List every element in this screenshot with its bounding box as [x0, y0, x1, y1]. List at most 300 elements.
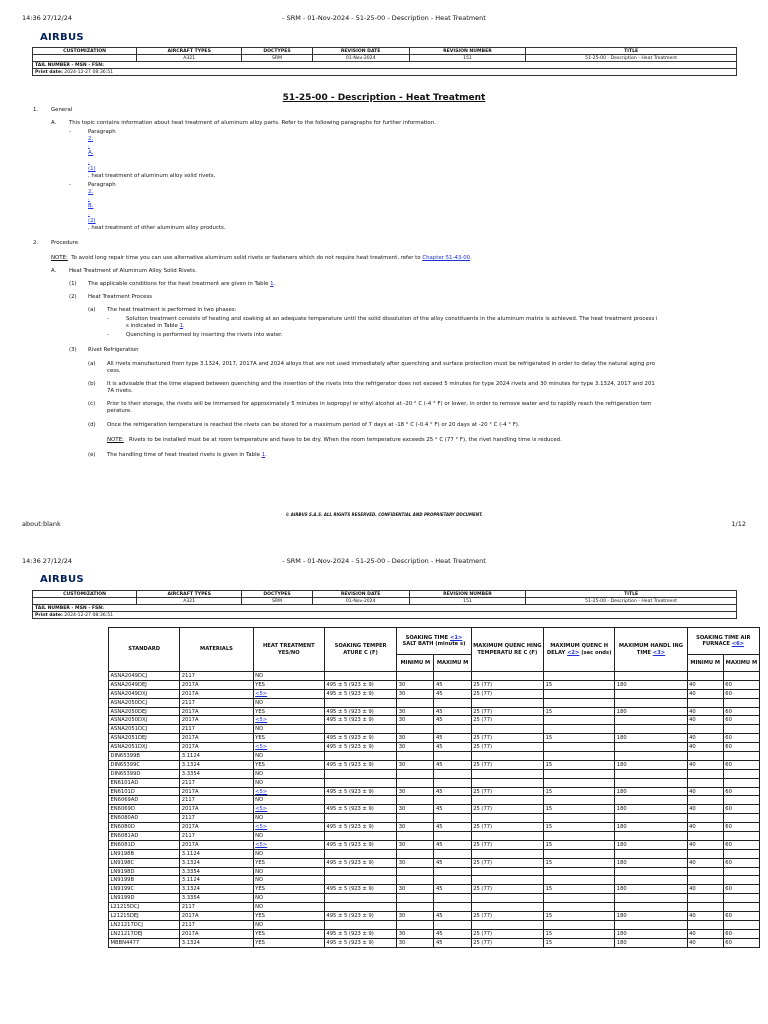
cell-standard: LN21217DEJ	[109, 929, 180, 938]
item-3a-line-1: All rivets manufactured from type 3.1324, 2017, 2017A and 2024 alloys that are not used immediately after quenching and surface protection must be refrigerated in order to delay the natural aging pro	[107, 361, 655, 367]
note-ref-link[interactable]: <5>	[255, 717, 268, 724]
handling-time-label: MAXIMUM HANDL ING TIME	[618, 643, 683, 656]
cell-soaking-temperature: 495 ± 5 (923 ± 9)	[324, 680, 396, 689]
page-header	[0, 557, 768, 571]
col-header-soaking-time-salt-bath	[397, 628, 471, 655]
cell-heat-treatment: NO	[253, 894, 324, 903]
item-2-title: Heat Treatment Process	[88, 294, 153, 300]
cell-max-quench-delay	[544, 814, 615, 823]
cell-max-handling-time: 180	[615, 938, 687, 947]
cell-salt-bath-max	[434, 849, 471, 858]
paragraph-link[interactable]: .	[88, 196, 90, 202]
cell-standard: EN6080D	[109, 823, 180, 832]
note-label: NOTE:	[51, 255, 68, 261]
cell-max-quench-temp: 25 (77)	[471, 743, 543, 752]
table-link[interactable]: 1	[270, 281, 274, 287]
table-row	[109, 760, 760, 769]
cell-max-handling-time: 180	[615, 929, 687, 938]
cell-max-handling-time	[615, 894, 687, 903]
cell-heat-treatment: YES	[253, 858, 324, 867]
cell-max-handling-time	[615, 769, 687, 778]
bullet: -	[107, 316, 109, 322]
cell-salt-bath-min: 30	[397, 680, 434, 689]
chapter-link[interactable]: Chapter 51-43-00	[422, 255, 471, 261]
table-row	[109, 716, 760, 725]
cell-standard: LN9199D	[109, 894, 180, 903]
cell-max-quench-temp: 25 (77)	[471, 805, 543, 814]
table-row	[109, 796, 760, 805]
cell-max-quench-temp: 25 (77)	[471, 840, 543, 849]
cell-heat-treatment: YES	[253, 885, 324, 894]
cell-soaking-temperature: 495 ± 5 (923 ± 9)	[324, 743, 396, 752]
cell-material: 2117	[180, 672, 253, 681]
cell-heat-treatment: NO	[253, 920, 324, 929]
cell-air-furnace-max	[723, 672, 759, 681]
note-ref-link[interactable]: <5>	[255, 788, 268, 795]
cell-heat-treatment: NO	[253, 796, 324, 805]
cell-max-handling-time	[615, 725, 687, 734]
cell-max-quench-delay	[544, 876, 615, 885]
cell-heat-treatment: NO	[253, 814, 324, 823]
table-link[interactable]: 1	[179, 323, 183, 329]
cell-max-quench-delay	[544, 743, 615, 752]
cell-soaking-temperature	[324, 778, 396, 787]
paragraph-link[interactable]: 2.	[88, 136, 94, 142]
metadata-table	[32, 590, 737, 619]
cell-salt-bath-max: 45	[434, 823, 471, 832]
cell-max-quench-temp	[471, 894, 543, 903]
table-row	[109, 885, 760, 894]
cell-max-quench-temp	[471, 876, 543, 885]
cell-air-furnace-min	[687, 920, 723, 929]
cell-air-furnace-min	[687, 752, 723, 761]
cell-air-furnace-min: 40	[687, 760, 723, 769]
cell-max-quench-delay: 15	[544, 707, 615, 716]
cell-salt-bath-min: 30	[397, 840, 434, 849]
cell-max-quench-delay: 15	[544, 929, 615, 938]
cell-heat-treatment: YES	[253, 760, 324, 769]
cell-salt-bath-min: 30	[397, 858, 434, 867]
item-3d-number: (d)	[88, 422, 96, 428]
cell-heat-treatment	[253, 716, 324, 725]
cell-heat-treatment: NO	[253, 672, 324, 681]
section-2-title: Procedure	[51, 240, 79, 246]
item-1-number: (1)	[69, 281, 77, 287]
cell-standard: DIN65399B	[109, 752, 180, 761]
paragraph-label: Paragraph	[88, 182, 116, 188]
cell-soaking-temperature	[324, 849, 396, 858]
page-url: about:blank	[22, 520, 61, 528]
cell-max-quench-temp: 25 (77)	[471, 689, 543, 698]
bullet: -	[69, 182, 71, 188]
cell-heat-treatment: NO	[253, 867, 324, 876]
cell-max-quench-delay	[544, 849, 615, 858]
item-3-number: (3)	[69, 347, 77, 353]
col-header-max: MAXIMU M	[434, 655, 471, 672]
cell-max-quench-temp: 25 (77)	[471, 885, 543, 894]
cell-air-furnace-min: 40	[687, 823, 723, 832]
cell-soaking-temperature	[324, 796, 396, 805]
cell-max-quench-delay: 15	[544, 823, 615, 832]
paragraph-link[interactable]: 2.	[88, 189, 94, 195]
col-header-max-quench-delay	[544, 628, 615, 672]
cell-material: 2117	[180, 796, 253, 805]
cell-salt-bath-min	[397, 769, 434, 778]
item-3b-number: (b)	[88, 381, 96, 387]
table-row	[109, 832, 760, 841]
cell-salt-bath-max	[434, 876, 471, 885]
cell-air-furnace-max: 60	[723, 823, 759, 832]
meta-header: DOCTYPES	[242, 48, 312, 55]
item-3e-text: The handling time of heat treated rivets is given in Table 1.	[107, 452, 267, 458]
cell-max-quench-delay	[544, 769, 615, 778]
paragraph-2-text: , heat treatment of other aluminum alloy products.	[88, 225, 226, 231]
cell-salt-bath-max	[434, 698, 471, 707]
cell-material: 2017A	[180, 912, 253, 921]
cell-soaking-temperature	[324, 725, 396, 734]
col-header-soaking-time-air-furnace	[687, 628, 759, 655]
cell-air-furnace-max: 60	[723, 743, 759, 752]
cell-max-quench-temp	[471, 698, 543, 707]
section-2a-title: Heat Treatment of Aluminum Alloy Solid Rivets.	[69, 268, 197, 274]
cell-soaking-temperature: 495 ± 5 (923 ± 9)	[324, 912, 396, 921]
note-2-label: NOTE:	[107, 437, 124, 443]
page-number: 1/12	[731, 520, 746, 528]
cell-air-furnace-max	[723, 903, 759, 912]
cell-max-quench-temp	[471, 832, 543, 841]
cell-air-furnace-min: 40	[687, 707, 723, 716]
meta-header: REVISION DATE	[312, 591, 409, 598]
quench-delay-label: MAXIMUM QUENC H DELAY	[546, 643, 609, 656]
cell-air-furnace-max	[723, 796, 759, 805]
table-row	[109, 938, 760, 947]
cell-standard: ASNA2051DXJ	[109, 743, 180, 752]
cell-max-quench-temp: 25 (77)	[471, 734, 543, 743]
meta-value: 01-Nov-2024	[312, 598, 409, 605]
cell-air-furnace-max: 60	[723, 716, 759, 725]
table-row	[109, 849, 760, 858]
section-1a-letter: A.	[51, 120, 57, 126]
cell-soaking-temperature	[324, 672, 396, 681]
paragraph-label: Paragraph	[88, 129, 116, 135]
cell-standard: LN21217DCJ	[109, 920, 180, 929]
cell-heat-treatment	[253, 805, 324, 814]
cell-salt-bath-min	[397, 752, 434, 761]
cell-heat-treatment: YES	[253, 680, 324, 689]
heat-treatment-table	[108, 627, 760, 948]
cell-salt-bath-max	[434, 903, 471, 912]
table-row	[109, 698, 760, 707]
cell-max-handling-time	[615, 752, 687, 761]
note-ref-link[interactable]: <5>	[255, 841, 268, 848]
cell-soaking-temperature: 495 ± 5 (923 ± 9)	[324, 858, 396, 867]
cell-standard: ASNA2049DXJ	[109, 689, 180, 698]
cell-standard: LN9199C	[109, 885, 180, 894]
cell-material: 3.1124	[180, 752, 253, 761]
cell-max-quench-delay	[544, 689, 615, 698]
paragraph-link[interactable]: .	[88, 159, 90, 165]
cell-air-furnace-max: 60	[723, 707, 759, 716]
note-text: To avoid long repair time you can use alternative aluminum solid rivets or fasteners which do not require heat treatment, refer to	[71, 255, 421, 261]
cell-material: 2017A	[180, 805, 253, 814]
cell-max-handling-time	[615, 867, 687, 876]
cell-max-handling-time	[615, 876, 687, 885]
cell-air-furnace-min: 40	[687, 840, 723, 849]
cell-salt-bath-min	[397, 672, 434, 681]
cell-air-furnace-max	[723, 832, 759, 841]
cell-material: 3.1324	[180, 858, 253, 867]
cell-max-handling-time	[615, 689, 687, 698]
paragraph-link[interactable]: B.	[88, 203, 94, 209]
cell-salt-bath-min: 30	[397, 805, 434, 814]
cell-max-handling-time	[615, 814, 687, 823]
item-2-number: (2)	[69, 294, 77, 300]
print-date-row	[33, 69, 737, 76]
cell-salt-bath-min	[397, 778, 434, 787]
cell-air-furnace-min: 40	[687, 885, 723, 894]
note-ref-link[interactable]: <5>	[255, 690, 268, 697]
meta-value: 01-Nov-2024	[312, 55, 409, 62]
cell-material: 3.1124	[180, 876, 253, 885]
cell-standard: MBBN4477	[109, 938, 180, 947]
cell-material: 2117	[180, 725, 253, 734]
cell-air-furnace-min	[687, 778, 723, 787]
cell-salt-bath-max: 45	[434, 912, 471, 921]
meta-header: AIRCRAFT TYPES	[137, 591, 242, 598]
cell-standard: DIN65399D	[109, 769, 180, 778]
salt-bath-label: SOAKING TIME	[405, 634, 449, 641]
metadata-table	[32, 47, 737, 76]
cell-max-quench-delay: 15	[544, 912, 615, 921]
cell-salt-bath-min	[397, 903, 434, 912]
note-ref-link[interactable]: <2>	[567, 649, 580, 656]
cell-max-handling-time: 180	[615, 787, 687, 796]
note-ref-link[interactable]: <1>	[450, 634, 463, 641]
cell-max-handling-time: 180	[615, 840, 687, 849]
cell-max-quench-temp	[471, 796, 543, 805]
cell-material: 3.1324	[180, 760, 253, 769]
cell-salt-bath-max: 45	[434, 840, 471, 849]
cell-soaking-temperature: 495 ± 5 (923 ± 9)	[324, 805, 396, 814]
print-date-row	[33, 612, 737, 619]
cell-soaking-temperature	[324, 769, 396, 778]
cell-max-quench-delay	[544, 796, 615, 805]
item-3d-text: Once the refrigeration temperature is reached the rivets can be stored for a maximum period of 7 days at -18 ° C (-0.4 ° F) or 20 days at -20 ° C (-4 ° F).	[107, 422, 520, 428]
cell-salt-bath-max: 45	[434, 707, 471, 716]
cell-standard: ASNA2051DCJ	[109, 725, 180, 734]
section-1-title: General	[51, 107, 73, 113]
cell-max-handling-time: 180	[615, 680, 687, 689]
note-ref-link[interactable]: <5>	[255, 744, 268, 751]
cell-air-furnace-max	[723, 920, 759, 929]
table-row	[109, 920, 760, 929]
cell-heat-treatment	[253, 743, 324, 752]
print-date-label: Print date:	[35, 612, 63, 618]
section-2-number: 2.	[33, 240, 39, 246]
meta-header: TITLE	[526, 591, 737, 598]
col-header-materials: MATERIALS	[180, 628, 253, 672]
cell-salt-bath-max: 45	[434, 760, 471, 769]
note-ref-link[interactable]: <6>	[731, 641, 745, 647]
cell-salt-bath-max: 45	[434, 787, 471, 796]
item-2a-number: (a)	[88, 307, 96, 313]
paragraph-link[interactable]: (2)	[88, 218, 96, 224]
cell-air-furnace-min: 40	[687, 734, 723, 743]
paragraph-link[interactable]: (1)	[88, 166, 96, 172]
print-timestamp: 14:36 27/12/24	[22, 557, 72, 565]
cell-heat-treatment: NO	[253, 698, 324, 707]
cell-air-furnace-min: 40	[687, 938, 723, 947]
cell-salt-bath-min: 30	[397, 938, 434, 947]
cell-salt-bath-min	[397, 832, 434, 841]
tail-number-label: TAIL NUMBER - MSN - FSN:	[35, 62, 104, 68]
meta-header: CUSTOMIZATION	[33, 591, 137, 598]
cell-soaking-temperature	[324, 920, 396, 929]
cell-air-furnace-min	[687, 903, 723, 912]
paragraph-1-text: , heat treatment of aluminum alloy solid rivets,	[88, 173, 216, 179]
paragraph-link[interactable]: A.	[88, 150, 94, 156]
table-row	[109, 725, 760, 734]
cell-soaking-temperature	[324, 867, 396, 876]
cell-max-quench-delay: 15	[544, 840, 615, 849]
cell-air-furnace-min: 40	[687, 805, 723, 814]
air-furnace-label: SOAKING TIME AIR FURNACE	[696, 634, 751, 647]
cell-soaking-temperature: 495 ± 5 (923 ± 9)	[324, 707, 396, 716]
cell-air-furnace-max	[723, 752, 759, 761]
table-row	[109, 814, 760, 823]
cell-soaking-temperature	[324, 698, 396, 707]
cell-heat-treatment: NO	[253, 769, 324, 778]
note-ref-link[interactable]: <3>	[652, 649, 666, 656]
cell-heat-treatment	[253, 840, 324, 849]
meta-value: 51-25-00 - Description - Heat Treatment	[526, 55, 737, 62]
cell-standard: L21215DEJ	[109, 912, 180, 921]
cell-material: 2117	[180, 814, 253, 823]
cell-material: 2017A	[180, 823, 253, 832]
cell-soaking-temperature	[324, 814, 396, 823]
cell-max-quench-delay	[544, 725, 615, 734]
col-header-min: MINIMU M	[687, 655, 723, 672]
cell-air-furnace-min: 40	[687, 743, 723, 752]
table-row	[109, 840, 760, 849]
cell-standard: EN6069AD	[109, 796, 180, 805]
cell-air-furnace-min	[687, 832, 723, 841]
meta-header: DOCTYPES	[242, 591, 312, 598]
cell-air-furnace-min: 40	[687, 912, 723, 921]
cell-soaking-temperature	[324, 903, 396, 912]
cell-salt-bath-max	[434, 672, 471, 681]
cell-air-furnace-min: 40	[687, 716, 723, 725]
cell-salt-bath-max	[434, 814, 471, 823]
tail-number-label: TAIL NUMBER - MSN - FSN:	[35, 605, 104, 611]
cell-salt-bath-min: 30	[397, 707, 434, 716]
cell-material: 3.3354	[180, 867, 253, 876]
table-row	[109, 769, 760, 778]
meta-header: REVISION NUMBER	[409, 591, 526, 598]
cell-soaking-temperature: 495 ± 5 (923 ± 9)	[324, 734, 396, 743]
cell-max-quench-temp: 25 (77)	[471, 707, 543, 716]
cell-max-quench-temp: 25 (77)	[471, 716, 543, 725]
cell-material: 3.1124	[180, 849, 253, 858]
cell-standard: ASNA2050DXJ	[109, 716, 180, 725]
cell-max-quench-temp	[471, 769, 543, 778]
note-ref-link[interactable]: <5>	[255, 806, 268, 813]
cell-max-handling-time	[615, 903, 687, 912]
cell-air-furnace-max	[723, 698, 759, 707]
cell-heat-treatment: YES	[253, 938, 324, 947]
cell-salt-bath-min: 30	[397, 912, 434, 921]
cell-salt-bath-min: 30	[397, 716, 434, 725]
paragraph-link[interactable]: .	[88, 143, 90, 149]
table-link[interactable]: 1	[261, 452, 266, 458]
cell-salt-bath-min: 30	[397, 929, 434, 938]
cell-material: 2117	[180, 778, 253, 787]
cell-standard: EN6101AD	[109, 778, 180, 787]
cell-max-quench-temp	[471, 867, 543, 876]
cell-air-furnace-max	[723, 849, 759, 858]
cell-heat-treatment: YES	[253, 734, 324, 743]
cell-material: 2017A	[180, 840, 253, 849]
print-timestamp: 14:36 27/12/24	[22, 14, 72, 22]
cell-max-quench-delay: 15	[544, 760, 615, 769]
paragraph-link[interactable]: .	[88, 211, 90, 217]
cell-salt-bath-max	[434, 832, 471, 841]
cell-max-quench-temp: 25 (77)	[471, 787, 543, 796]
cell-max-quench-temp: 25 (77)	[471, 858, 543, 867]
meta-value: 151	[409, 598, 526, 605]
cell-max-quench-temp	[471, 672, 543, 681]
table-row	[109, 876, 760, 885]
cell-max-quench-temp	[471, 752, 543, 761]
section-1-number: 1.	[33, 107, 39, 113]
meta-value: SRM	[242, 55, 312, 62]
cell-max-quench-delay: 15	[544, 734, 615, 743]
cell-air-furnace-max	[723, 814, 759, 823]
cell-air-furnace-min	[687, 769, 723, 778]
cell-air-furnace-min: 40	[687, 929, 723, 938]
cell-soaking-temperature	[324, 832, 396, 841]
item-3a-number: (a)	[88, 361, 96, 367]
tail-number-row	[33, 605, 737, 612]
cell-standard: LN9198C	[109, 858, 180, 867]
meta-header: REVISION NUMBER	[409, 48, 526, 55]
cell-salt-bath-min	[397, 796, 434, 805]
cell-salt-bath-min	[397, 814, 434, 823]
cell-max-handling-time	[615, 743, 687, 752]
meta-header: REVISION DATE	[312, 48, 409, 55]
cell-material: 2017A	[180, 787, 253, 796]
header-title: - SRM - 01-Nov-2024 - 51-25-00 - Description - Heat Treatment	[282, 14, 486, 22]
cell-standard: ASNA2051DEJ	[109, 734, 180, 743]
cell-air-furnace-min	[687, 672, 723, 681]
cell-standard: EN6081AD	[109, 832, 180, 841]
cell-heat-treatment: NO	[253, 832, 324, 841]
cell-air-furnace-max: 60	[723, 858, 759, 867]
cell-max-handling-time	[615, 849, 687, 858]
cell-max-quench-delay: 15	[544, 787, 615, 796]
cell-air-furnace-min: 40	[687, 689, 723, 698]
cell-max-quench-delay	[544, 832, 615, 841]
cell-air-furnace-max: 60	[723, 689, 759, 698]
cell-heat-treatment	[253, 787, 324, 796]
cell-soaking-temperature: 495 ± 5 (923 ± 9)	[324, 840, 396, 849]
cell-heat-treatment	[253, 823, 324, 832]
cell-max-quench-delay: 15	[544, 805, 615, 814]
cell-air-furnace-min: 40	[687, 858, 723, 867]
item-3b-line-1: It is advisable that the time elapsed between quenching and the insertion of the rivets into the refrigerator does not exceed 5 minutes for type 2024 rivets and 30 minutes for type 3.1324, 2017 and 201	[107, 381, 655, 387]
note-ref-link[interactable]: <5>	[255, 824, 268, 831]
cell-heat-treatment	[253, 689, 324, 698]
